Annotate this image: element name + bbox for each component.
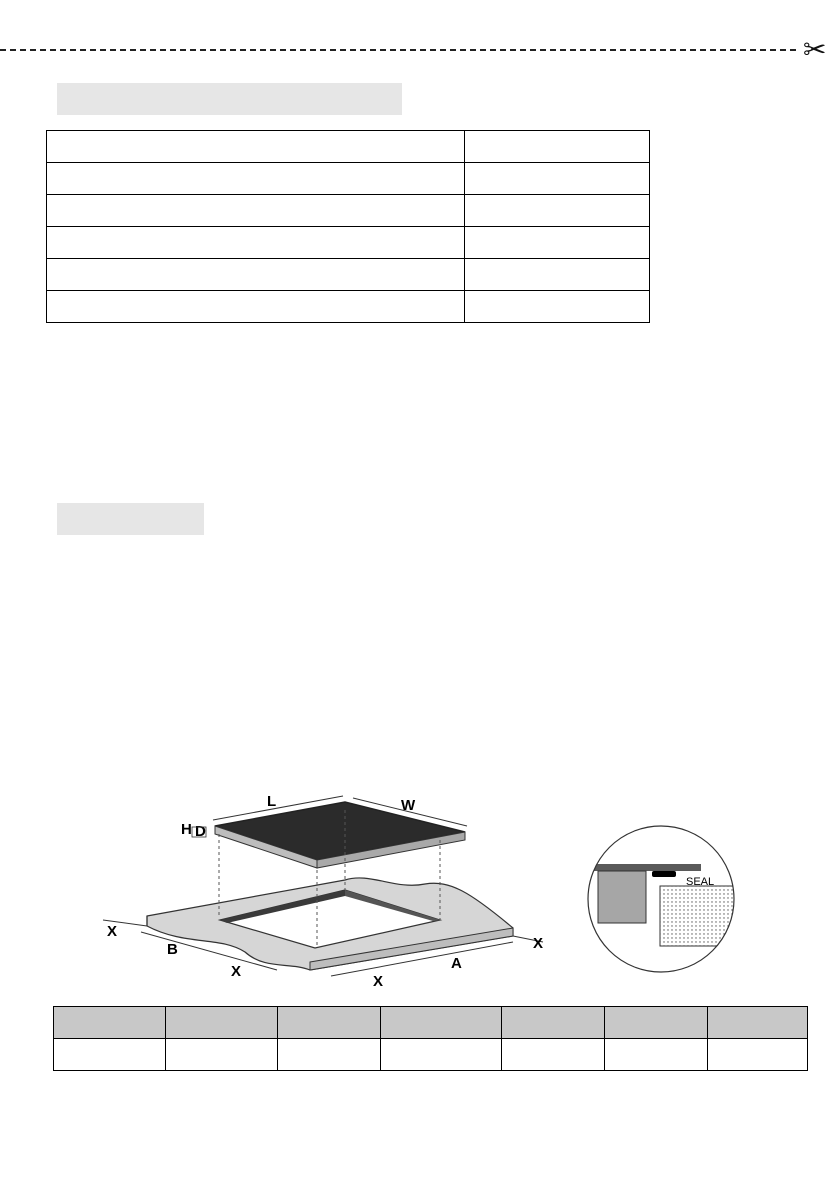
spec-value — [465, 227, 650, 259]
column-header — [708, 1007, 808, 1039]
column-header — [381, 1007, 502, 1039]
column-header — [166, 1007, 278, 1039]
section-heading-specifications — [57, 83, 402, 115]
specification-table — [46, 130, 650, 323]
column-header — [605, 1007, 708, 1039]
spec-label — [47, 259, 465, 291]
section-heading-text — [57, 503, 204, 515]
table-row — [47, 259, 650, 291]
spec-label — [47, 227, 465, 259]
column-header — [54, 1007, 166, 1039]
table-row — [47, 163, 650, 195]
table-row — [47, 291, 650, 323]
dimension-label-x: X — [373, 973, 384, 990]
column-header — [502, 1007, 605, 1039]
table-cell — [502, 1039, 605, 1071]
spec-label — [47, 291, 465, 323]
dimension-label-d: D — [195, 823, 206, 840]
table-cell — [54, 1039, 166, 1071]
dimension-label-l: L — [267, 793, 277, 810]
table-cell — [381, 1039, 502, 1071]
spec-value — [465, 131, 650, 163]
table-cell — [605, 1039, 708, 1071]
column-header — [278, 1007, 381, 1039]
hob — [215, 802, 465, 868]
spec-value — [465, 291, 650, 323]
dimensions-table — [53, 1006, 808, 1071]
table-cell — [278, 1039, 381, 1071]
table-row — [47, 195, 650, 227]
dimension-label-w: W — [401, 797, 416, 814]
table-header-row — [54, 1007, 808, 1039]
seal-label: SEAL — [686, 876, 715, 888]
dimension-label-x: X — [231, 963, 242, 980]
spec-value — [465, 259, 650, 291]
dimension-label-a: A — [451, 955, 462, 972]
scissors-icon: ✂ — [803, 33, 827, 66]
installation-diagram — [95, 780, 575, 995]
table-row — [47, 131, 650, 163]
table-row — [47, 227, 650, 259]
seal-detail-illustration — [586, 824, 736, 974]
section-heading-text — [57, 83, 402, 95]
table-row — [54, 1039, 808, 1071]
dimension-label-x: X — [533, 935, 544, 952]
seal-strip — [652, 871, 676, 877]
spec-value — [465, 163, 650, 195]
spec-label — [47, 131, 465, 163]
spec-value — [465, 195, 650, 227]
dimension-label-b: B — [167, 941, 178, 958]
spec-label — [47, 163, 465, 195]
dimension-label-x: X — [107, 923, 118, 940]
table-cell — [708, 1039, 808, 1071]
dimension-label-h: H — [181, 821, 192, 838]
spec-label — [47, 195, 465, 227]
cut-line — [0, 49, 796, 51]
section-heading-installation — [57, 503, 204, 535]
table-cell — [166, 1039, 278, 1071]
